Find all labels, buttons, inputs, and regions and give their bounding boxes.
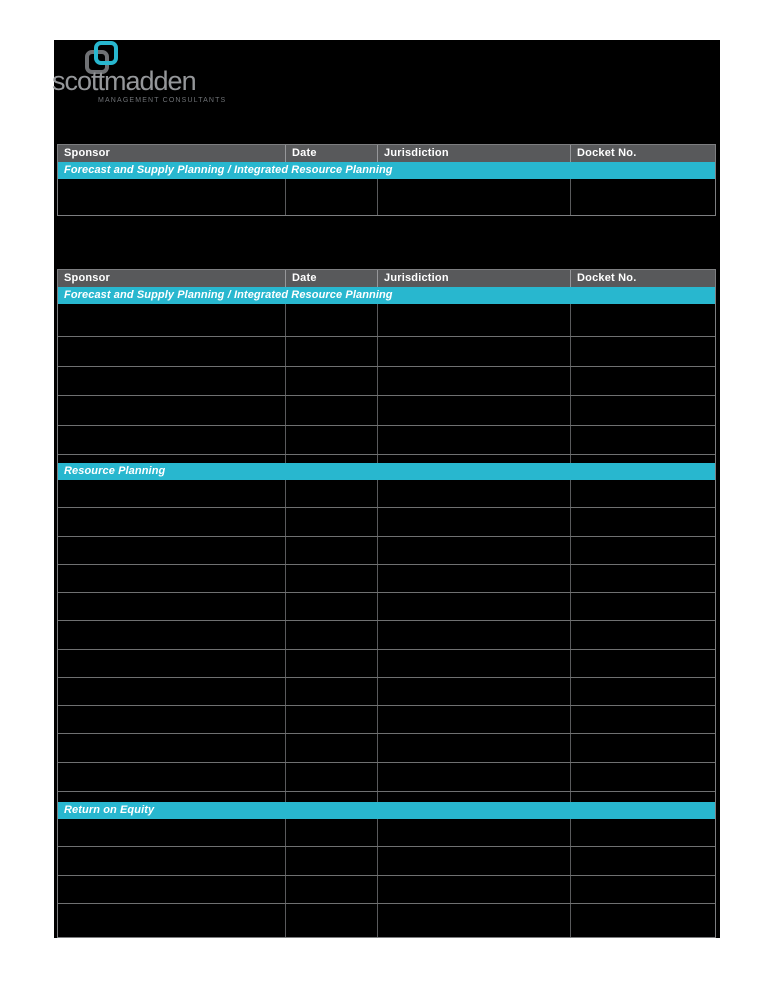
- table-header-row: [58, 145, 715, 162]
- table-cell: [286, 593, 378, 620]
- table-cell: [571, 734, 715, 762]
- table-row: [58, 734, 715, 763]
- logo-wordmark: scottmadden: [52, 66, 196, 96]
- document-sheet: [54, 40, 720, 938]
- table-cell: [378, 426, 571, 454]
- table-cell: [378, 179, 571, 215]
- table-cell: [571, 847, 715, 875]
- table-cell: [58, 792, 286, 802]
- table-cell: [571, 792, 715, 802]
- table-cell: [571, 565, 715, 592]
- table-row: [58, 455, 715, 463]
- table-gap: [54, 216, 720, 269]
- column-header-sponsor: Sponsor: [58, 145, 286, 162]
- table-row: [58, 847, 715, 876]
- table-row: [58, 876, 715, 904]
- table-cell: [378, 480, 571, 507]
- table-cell: [58, 876, 286, 903]
- table-cell: [378, 678, 571, 705]
- table-cell: [286, 179, 378, 215]
- table-cell: [571, 706, 715, 733]
- table-cell: [571, 650, 715, 677]
- table-cell: [571, 337, 715, 366]
- table-cell: [286, 847, 378, 875]
- table-cell: [286, 819, 378, 846]
- table-cell: [58, 565, 286, 592]
- table-cell: [58, 734, 286, 762]
- table-cell: [286, 304, 378, 336]
- column-header-sponsor: Sponsor: [58, 270, 286, 287]
- detail-docket-table: [57, 269, 716, 938]
- column-header-jurisdiction: Jurisdiction: [378, 270, 571, 287]
- table-cell: [378, 792, 571, 802]
- table-cell: [286, 706, 378, 733]
- column-header-docket-no: Docket No.: [577, 147, 637, 159]
- table-cell: [286, 537, 378, 564]
- table-cell: [286, 455, 378, 463]
- table-cell: [571, 593, 715, 620]
- table-cell: [58, 455, 286, 463]
- table-cell: [286, 396, 378, 425]
- table-row: [58, 792, 715, 802]
- table-cell: [286, 792, 378, 802]
- table-cell: [286, 480, 378, 507]
- table-row: [58, 537, 715, 565]
- summary-docket-table: [57, 144, 716, 216]
- table-cell: [378, 763, 571, 791]
- table-cell: [286, 904, 378, 937]
- table-cell: [571, 304, 715, 336]
- table-row: [58, 508, 715, 537]
- table-cell: [286, 337, 378, 366]
- table-cell: [286, 734, 378, 762]
- table-cell: [58, 337, 286, 366]
- table-row: [58, 904, 715, 937]
- table-cell: [571, 480, 715, 507]
- table-cell: [58, 396, 286, 425]
- column-header-date: Date: [286, 270, 378, 287]
- table-row: [58, 678, 715, 706]
- table-cell: [571, 426, 715, 454]
- section-band: Forecast and Supply Planning / Integrated Resource Planning: [58, 287, 715, 304]
- table-cell: [378, 367, 571, 395]
- table-cell: [286, 650, 378, 677]
- column-header-docket-no: Docket No.: [577, 272, 637, 284]
- table-cell: [378, 706, 571, 733]
- table-cell: [378, 455, 571, 463]
- table-cell: [58, 847, 286, 875]
- table-cell: [58, 678, 286, 705]
- table-cell: [378, 396, 571, 425]
- table-cell: [378, 565, 571, 592]
- table-row: [58, 706, 715, 734]
- table-cell: [58, 593, 286, 620]
- table-cell: [378, 650, 571, 677]
- table-cell: [58, 650, 286, 677]
- table-row: [58, 426, 715, 455]
- table-row: [58, 621, 715, 650]
- table-row: [58, 819, 715, 847]
- logo-tagline: MANAGEMENT CONSULTANTS: [98, 97, 227, 104]
- table-cell: [58, 367, 286, 395]
- table-cell: [58, 508, 286, 536]
- table-cell: [286, 678, 378, 705]
- table-row: [58, 179, 715, 215]
- table-row: [58, 565, 715, 593]
- table-cell: [378, 876, 571, 903]
- section-band: Return on Equity: [58, 802, 715, 819]
- table-cell: [286, 565, 378, 592]
- table-row: [58, 367, 715, 396]
- table-cell: [378, 304, 571, 336]
- table-cell: [571, 904, 715, 937]
- table-cell: [378, 337, 571, 366]
- logo: [54, 40, 720, 144]
- table-cell: [378, 593, 571, 620]
- table-cell: [58, 819, 286, 846]
- table-cell: [58, 621, 286, 649]
- table-row: [58, 337, 715, 367]
- table-row: [58, 480, 715, 508]
- table-cell: [378, 508, 571, 536]
- table-cell: [58, 537, 286, 564]
- column-header-date: Date: [286, 145, 378, 162]
- table-cell: [571, 819, 715, 846]
- table-cell: [378, 904, 571, 937]
- table-cell: [58, 426, 286, 454]
- table-row: [58, 650, 715, 678]
- table-cell: [378, 621, 571, 649]
- table-cell: [571, 396, 715, 425]
- table-cell: [378, 734, 571, 762]
- table-row: [58, 763, 715, 792]
- table-cell: [286, 621, 378, 649]
- table-cell: [286, 426, 378, 454]
- table-cell: [571, 508, 715, 536]
- section-band: Resource Planning: [58, 463, 715, 480]
- table-cell: [378, 819, 571, 846]
- table-cell: [378, 847, 571, 875]
- table-cell: [571, 876, 715, 903]
- table-cell: [286, 508, 378, 536]
- table-cell: [571, 763, 715, 791]
- table-cell: [58, 706, 286, 733]
- table-cell: [58, 480, 286, 507]
- table-cell: [571, 367, 715, 395]
- table-cell: [571, 537, 715, 564]
- table-cell: [571, 678, 715, 705]
- table-row: [58, 593, 715, 621]
- table-cell: [58, 904, 286, 937]
- table-cell: [378, 537, 571, 564]
- table-cell: [571, 179, 715, 215]
- logo-square-teal: [94, 41, 118, 65]
- section-band: Forecast and Supply Planning / Integrated Resource Planning: [58, 162, 715, 179]
- table-cell: [286, 876, 378, 903]
- table-row: [58, 304, 715, 337]
- table-row: [58, 396, 715, 426]
- table-cell: [58, 304, 286, 336]
- table-cell: [571, 455, 715, 463]
- table-cell: [58, 763, 286, 791]
- table-cell: [286, 763, 378, 791]
- table-cell: [286, 367, 378, 395]
- table-cell: [571, 621, 715, 649]
- table-header-row: [58, 270, 715, 287]
- column-header-jurisdiction: Jurisdiction: [378, 145, 571, 162]
- table-cell: [58, 179, 286, 215]
